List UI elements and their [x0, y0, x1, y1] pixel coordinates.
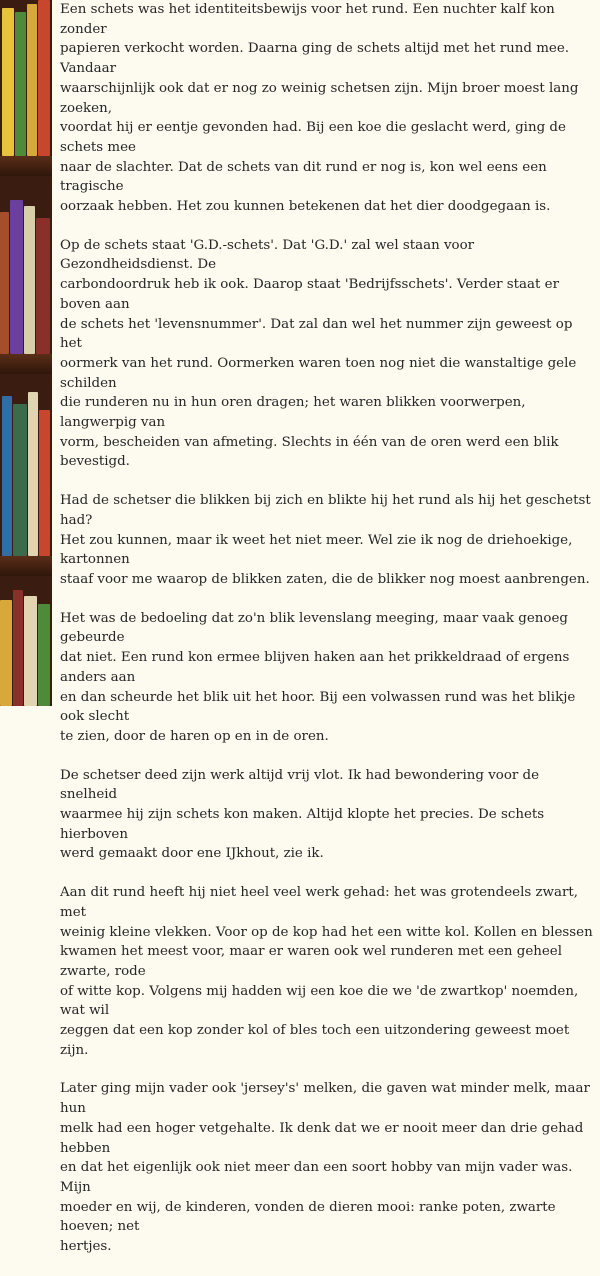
book-spine: [38, 604, 50, 706]
book-spine: [36, 218, 50, 354]
book-spine: [27, 4, 37, 156]
paragraph-rund-kleur: Aan dit rund heeft hij niet heel veel werk gehad: het was grotendeels zwart, met weinig kleine vlekken. Voor op de kop had het een witte kol. Kollen en blessen kwamen het meest voor, maar er waren ook wel runderen met een geheel zwarte, rode of witte kop. Volgens mij hadden wij een koe die we 'de zwartkop' noemden, wat wil zeggen dat een kop zonder kol of bles toch een uitzondering geweest moet zijn.: [60, 885, 593, 1058]
book-spine: [2, 8, 14, 156]
shelf-board: [0, 156, 52, 176]
book-spine: [13, 404, 27, 556]
paragraph-jerseys: Later ging mijn vader ook 'jersey's' melken, die gaven wat minder melk, maar hun melk had een hoger vetgehalte. Ik denk dat we er nooit meer dan drie gehad hebben en dat het eigenlijk ook niet meer dan een soort hobby van mijn vader was. Mijn moeder en wij, de kinderen, vonden de dieren mooi: ranke poten, zwarte hoeven; net hertjes.: [60, 1081, 590, 1255]
book-spine: [24, 206, 35, 354]
shelf-board: [0, 354, 52, 374]
shelf-board: [0, 556, 52, 576]
book-spine: [24, 596, 37, 706]
paragraph-blik-levenslang: Het was de bedoeling dat zo'n blik levenslang meeging, maar vaak genoeg gebeurde dat niet. Een rund kon ermee blijven haken aan het prikkeldraad of ergens anders aan en dan scheurde het blik uit het hoor. Bij een volwassen rund was het blikje ook slecht te zien, door de haren op en in de oren.: [60, 610, 576, 744]
paragraph-gd-schets: Op de schets staat 'G.D.-schets'. Dat 'G.D.' zal wel staan voor Gezondheidsdienst. De carbondoordruk heb ik ook. Daarop staat 'Bedrijfsschets'. Verder staat er boven aan de schets het 'levensnummer'. Dat zal dan wel het nummer zijn geweest op het oormerk van het rund. Oormerken waren toen nog niet die wanstaltige gele schilden die runderen nu in hun oren dragen; het waren blikken voorwerpen, langwerpig van vorm, bescheiden van afmeting. Slechts in één van de oren werd een blik bevestigd.: [60, 237, 577, 470]
book-spine: [15, 12, 26, 156]
book-spine: [0, 600, 12, 706]
bookshelf-decoration: [0, 0, 52, 706]
paragraph-schets-identiteit: Een schets was het identiteitsbewijs voor het rund. Een nuchter kalf kon zonder papieren verkocht worden. Daarna ging de schets altijd met het rund mee. Vandaar waarschijnlijk ook dat er nog zo weinig schetsen zijn. Mijn broer moest lang zoeken, voordat hij er eentje gevonden had. Bij een koe die geslacht werd, ging de schets mee naar de slachter. Dat de schets van dit rund er nog is, kon wel eens een tragische oorzaak hebben. Het zou kunnen betekenen dat het dier doodgegaan is.: [60, 2, 579, 215]
book-spine: [39, 410, 50, 556]
article-text: [60, 0, 596, 1276]
book-spine: [2, 396, 12, 556]
book-spine: [10, 200, 23, 354]
book-spine: [38, 0, 50, 156]
book-spine: [0, 212, 9, 354]
book-spine: [28, 392, 38, 556]
paragraph-schetser: De schetser deed zijn werk altijd vrij vlot. Ik had bewondering voor de snelheid waarmee hij zijn schets kon maken. Altijd klopte het precies. De schets hierboven werd gemaakt door ene IJkhout, zie ik.: [60, 767, 545, 862]
book-spine: [13, 590, 23, 706]
paragraph-blikken: Had de schetser die blikken bij zich en blikte hij het rund als hij het geschetst had? Het zou kunnen, maar ik weet het niet meer. Wel zie ik nog de driehoekige, kartonnen staaf voor me waarop de blikken zaten, die de blikker nog moest aanbrengen.: [60, 493, 591, 587]
